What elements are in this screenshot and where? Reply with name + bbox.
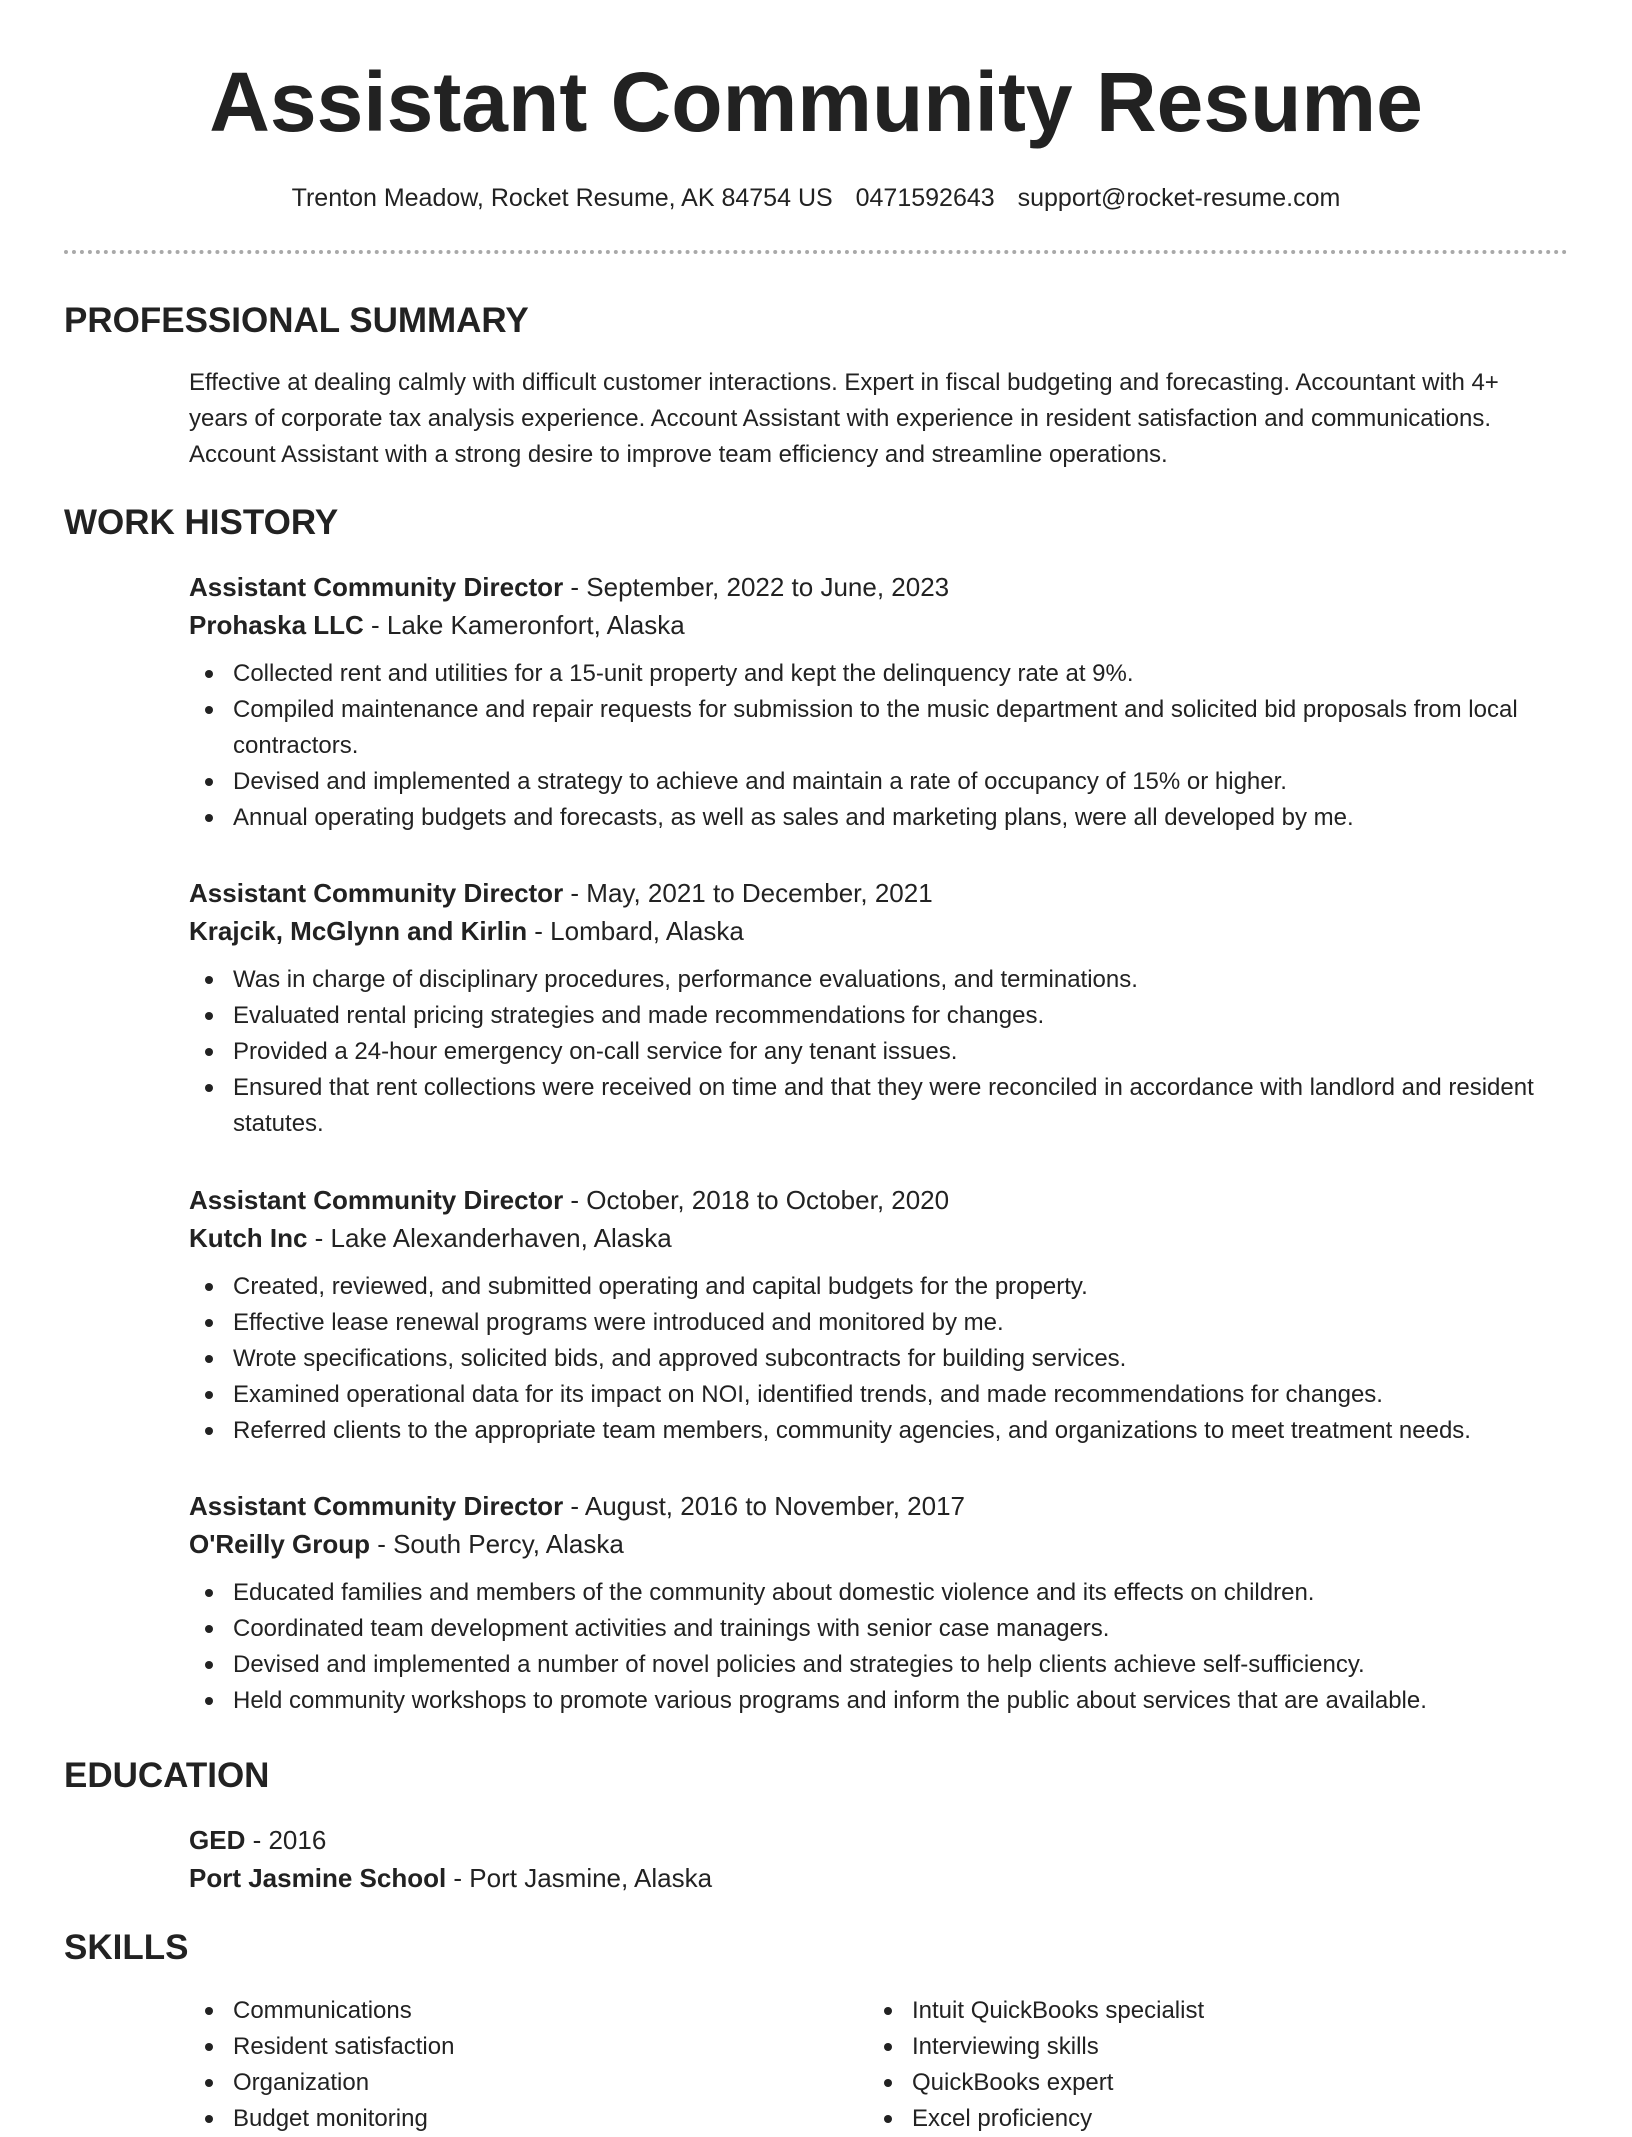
skill-item: Excel proficiency — [868, 2101, 1568, 2137]
section-title-summary: PROFESSIONAL SUMMARY — [64, 301, 529, 340]
job-entry — [189, 1181, 1569, 1449]
job-bullets — [189, 1269, 1569, 1449]
job-bullet: Coordinated team development activities and trainings with senior case managers. — [189, 1611, 1569, 1647]
job-title-line — [189, 1487, 1569, 1525]
job-company-line — [189, 912, 1569, 950]
skill-item: QuickBooks expert — [868, 2065, 1568, 2101]
skill-item: Interviewing skills — [868, 2029, 1568, 2065]
section-title-work-history: WORK HISTORY — [64, 503, 339, 542]
job-bullets — [189, 656, 1569, 836]
skills-list-right — [868, 1993, 1568, 2137]
job-bullet: Wrote specifications, solicited bids, and approved subcontracts for building services. — [189, 1341, 1569, 1377]
job-bullet: Effective lease renewal programs were introduced and monitored by me. — [189, 1305, 1569, 1341]
job-entry — [189, 568, 1569, 836]
resume-title: Assistant Community Resume — [209, 55, 1423, 149]
skills-list-left — [189, 1993, 829, 2137]
skill-item: Intuit QuickBooks specialist — [868, 1993, 1568, 2029]
header-divider — [64, 250, 1568, 254]
job-title-line — [189, 568, 1569, 606]
job-bullet: Referred clients to the appropriate team members, community agencies, and organizations to meet treatment needs. — [189, 1413, 1569, 1449]
job-company-line — [189, 1219, 1569, 1257]
job-location: - Lake Alexanderhaven, Alaska — [307, 1223, 672, 1253]
job-title-line — [189, 1181, 1569, 1219]
skill-item: Resident satisfaction — [189, 2029, 829, 2065]
education-degree: GED — [189, 1825, 246, 1855]
job-bullets — [189, 1575, 1569, 1719]
section-title-education: EDUCATION — [64, 1756, 270, 1795]
summary-text: Effective at dealing calmly with difficult customer interactions. Expert in fiscal budgeting and forecasting. Accountant with 4+ years of corporate tax analysis experience. Account Assistant with experience in resident satisfaction and communications. Account Assistant with a strong desire to improve team efficiency and streamline operations. — [189, 369, 1499, 468]
contact-email: support@rocket-resume.com — [1017, 184, 1341, 212]
job-dates: - May, 2021 to December, 2021 — [563, 878, 933, 908]
job-bullet: Ensured that rent collections were received on time and that they were reconciled in accordance with landlord and resident statutes. — [189, 1070, 1569, 1142]
job-company: Krajcik, McGlynn and Kirlin — [189, 916, 528, 946]
job-bullet: Provided a 24-hour emergency on-call service for any tenant issues. — [189, 1034, 1569, 1070]
job-dates: - October, 2018 to October, 2020 — [563, 1185, 950, 1215]
job-location: - Lake Kameronfort, Alaska — [363, 610, 685, 640]
job-bullets — [189, 962, 1569, 1142]
education-school-line — [189, 1859, 1569, 1897]
education-location: - Port Jasmine, Alaska — [446, 1863, 713, 1893]
skill-item: Organization — [189, 2065, 829, 2101]
job-company: Prohaska LLC — [189, 610, 364, 640]
skill-item: Budget monitoring — [189, 2101, 829, 2137]
section-title-skills: SKILLS — [64, 1928, 189, 1967]
contact-phone: 0471592643 — [855, 184, 995, 212]
job-bullet: Collected rent and utilities for a 15-unit property and kept the delinquency rate at 9%. — [189, 656, 1569, 692]
job-title-line — [189, 874, 1569, 912]
contact-address: Trenton Meadow, Rocket Resume, AK 84754 US — [291, 184, 833, 212]
job-bullet: Annual operating budgets and forecasts, as well as sales and marketing plans, were all developed by me. — [189, 800, 1569, 836]
job-role: Assistant Community Director — [189, 1185, 564, 1215]
job-company-line — [189, 606, 1569, 644]
job-company: O'Reilly Group — [189, 1529, 370, 1559]
job-bullet: Devised and implemented a strategy to achieve and maintain a rate of occupancy of 15% or higher. — [189, 764, 1569, 800]
job-dates: - August, 2016 to November, 2017 — [563, 1491, 966, 1521]
job-bullet: Was in charge of disciplinary procedures, performance evaluations, and terminations. — [189, 962, 1569, 998]
job-company: Kutch Inc — [189, 1223, 308, 1253]
job-bullet: Created, reviewed, and submitted operating and capital budgets for the property. — [189, 1269, 1569, 1305]
job-location: - South Percy, Alaska — [369, 1529, 624, 1559]
education-school: Port Jasmine School — [189, 1863, 447, 1893]
job-bullet: Held community workshops to promote various programs and inform the public about services that are available. — [189, 1683, 1569, 1719]
job-role: Assistant Community Director — [189, 572, 564, 602]
job-dates: - September, 2022 to June, 2023 — [563, 572, 950, 602]
job-bullet: Devised and implemented a number of novel policies and strategies to help clients achieve self-sufficiency. — [189, 1647, 1569, 1683]
job-location: - Lombard, Alaska — [527, 916, 744, 946]
skill-item: Communications — [189, 1993, 829, 2029]
education-entry — [189, 1821, 1569, 1897]
job-company-line — [189, 1525, 1569, 1563]
job-bullet: Educated families and members of the community about domestic violence and its effects on children. — [189, 1575, 1569, 1611]
job-entry — [189, 874, 1569, 1142]
job-bullet: Compiled maintenance and repair requests for submission to the music department and solicited bid proposals from local contractors. — [189, 692, 1569, 764]
job-bullet: Evaluated rental pricing strategies and made recommendations for changes. — [189, 998, 1569, 1034]
education-year: - 2016 — [245, 1825, 327, 1855]
job-bullet: Examined operational data for its impact on NOI, identified trends, and made recommendations for changes. — [189, 1377, 1569, 1413]
education-degree-line — [189, 1821, 1569, 1859]
job-entry — [189, 1487, 1569, 1719]
job-role: Assistant Community Director — [189, 1491, 564, 1521]
job-role: Assistant Community Director — [189, 878, 564, 908]
contact-line — [0, 180, 1632, 216]
